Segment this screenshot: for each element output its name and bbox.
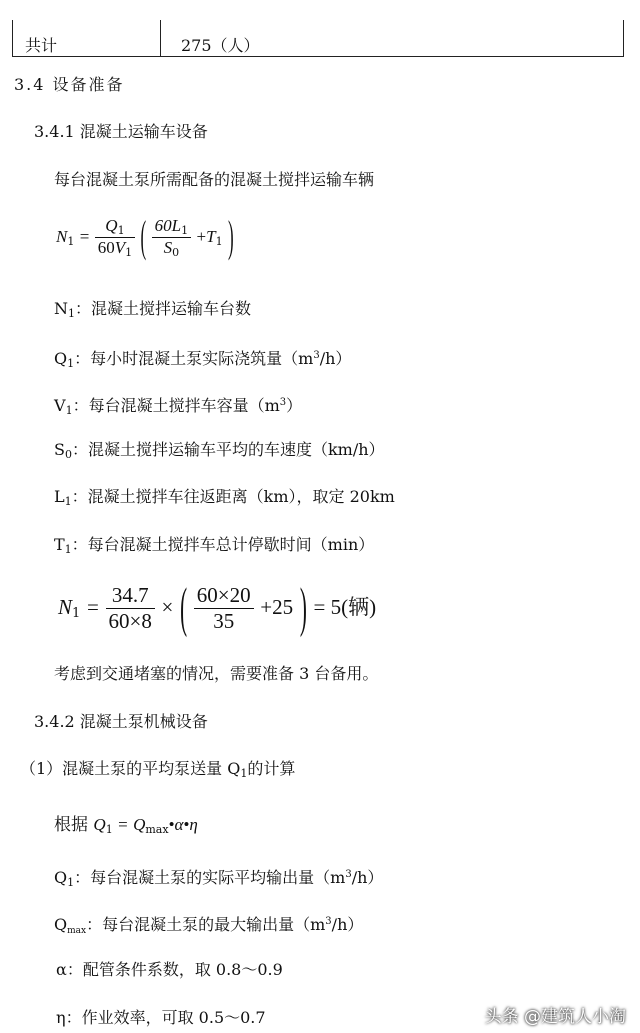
item-1-heading: （1）混凝土泵的平均泵送量 $Q_1$的计算 [20, 759, 296, 780]
def-n1: $N_1$：混凝土搅拌运输车台数 [54, 299, 252, 320]
def-q1-avg: $Q_1$：每台混凝土泵的实际平均输出量$(m^3/h)$ [54, 868, 384, 889]
def-qmax: $Q_{max}$：每台混凝土泵的最大输出量$(m^3/h)$ [54, 915, 364, 936]
subsection-title-2: 3.4.2 混凝土泵机械设备 [34, 712, 208, 731]
def-eta: η：作业效率，可取 0.5～0.7 [56, 1008, 266, 1027]
formula-n1: $N_1$ = $\frac{Q_1}{60V_1}$ ( $\frac{60L_1}{S_0}$ $+T_1$ ) [56, 211, 234, 261]
def-v1: $V_1$：每台混凝土搅拌车容量$(m^3)$ [54, 396, 303, 417]
summary-table [12, 20, 624, 57]
subsection-title-1: 3.4.1 混凝土运输车设备 [34, 122, 208, 141]
def-s0: $S_0$：混凝土搅拌运输车平均的车速度（km/h） [54, 440, 385, 461]
formula-q1: 根据 $Q_1$ = $Q_{max}•\alpha•\eta$ [54, 815, 198, 836]
table-label: 共计 [25, 36, 58, 55]
def-t1: $T_1$：每台混凝土搅拌车总计停歇时间（min） [54, 535, 375, 556]
watermark: 头条 @建筑人小淘 [484, 1007, 626, 1027]
intro-text: 每台混凝土泵所需配备的混凝土搅拌运输车辆 [54, 170, 375, 189]
def-q1: $Q_1$：每小时混凝土泵实际浇筑量$(m^3/h)$ [54, 349, 352, 370]
formula-n1-calc: $N_1$ = $\frac{34.7}{60\times 8}$ × ( $\frac{60\times 20}{35}$ +25 ) = 5(辆) [58, 576, 377, 639]
table-value: 275（人） [181, 36, 260, 55]
backup-note: 考虑到交通堵塞的情况，需要准备 3 台备用。 [54, 664, 379, 683]
def-alpha: α：配管条件系数，取 0.8～0.9 [56, 960, 283, 979]
section-heading: 3.4 设备准备 [14, 75, 125, 94]
def-l1: $L_1$：混凝土搅拌车往返距离（km），取定 20km [54, 487, 395, 508]
